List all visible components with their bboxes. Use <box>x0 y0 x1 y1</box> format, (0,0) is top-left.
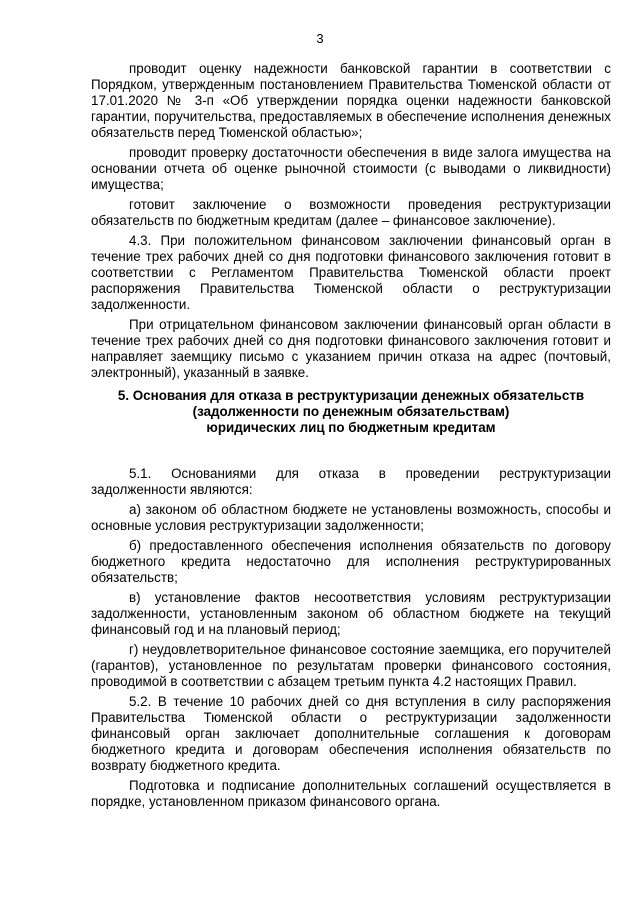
paragraph-5-2: 5.2. В течение 10 рабочих дней со дня вступления в силу распоряжения Правительства Тюменской области о реструктуризации задолженности финансовый орган заключает дополнительные соглашения к договорам бюджетного кредита и договорам обеспечения исполнения обязательств по возврату бюджетного кредита. <box>91 694 611 773</box>
paragraph-negative-conclusion: При отрицательном финансовом заключении финансовый орган области в течение трех рабочих дней со дня подготовки финансового заключения готовит и направляет заемщику письмо с указанием причин отказа на адрес (почтовый, электронный), указанный в заявке. <box>91 317 611 380</box>
paragraph-5-1-v: в) установление фактов несоответствия условиям реструктуризации задолженности, установленным законом об областном бюджете на текущий финансовый год и на плановый период; <box>91 590 611 637</box>
paragraph-4-3: 4.3. При положительном финансовом заключении финансовый орган в течение трех рабочих дней со дня подготовки финансового заключения готовит в соответствии с Регламентом Правительства Тюменской области проект распоряжения Правительства Тюменской области о реструктуризации задолженности. <box>91 233 611 312</box>
paragraph-financial-conclusion: готовит заключение о возможности проведения реструктуризации обязательств по бюджетным кредитам (далее – финансовое заключение). <box>91 197 611 228</box>
section-5-heading-line-2: (задолженности по денежным обязательствам) <box>192 404 510 419</box>
section-5-heading <box>91 388 611 436</box>
paragraph-5-1-b: б) предоставленного обеспечения исполнения обязательств по договору бюджетного кредита недостаточно для исполнения реструктурированных обязательств; <box>91 538 611 585</box>
paragraph-5-1-g: г) неудовлетворительное финансовое состояние заемщика, его поручителей (гарантов), установленное по результатам проверки финансового состояния, проводимой в соответствии с абзацем третьим пункта 4.2 настоящих Правил. <box>91 642 611 689</box>
paragraph-collateral-check: проводит проверку достаточности обеспечения в виде залога имущества на основании отчета об оценке рыночной стоимости (с выводами о ликвидности) имущества; <box>91 145 611 192</box>
paragraph-5-1: 5.1. Основаниями для отказа в проведении реструктуризации задолженности являются: <box>91 466 611 497</box>
paragraph-agreements: Подготовка и подписание дополнительных соглашений осуществляется в порядке, установленном приказом финансового органа. <box>91 778 611 809</box>
section-5-heading-line-3: юридических лиц по бюджетным кредитам <box>206 420 496 435</box>
paragraph-5-1-a: а) законом об областном бюджете не установлены возможность, способы и основные условия реструктуризации задолженности; <box>91 502 611 533</box>
paragraph-bank-guarantee: проводит оценку надежности банковской гарантии в соответствии с Порядком, утвержденным постановлением Правительства Тюменской области от 17.01.2020 № 3-п «Об утверждении порядка оценки надежности банковской гарантии, поручительства, предоставляемых в обеспечение исполнения денежных обязательств перед Тюменской областью»; <box>91 61 611 140</box>
page-number: 3 <box>316 31 324 46</box>
section-5-heading-line-1: 5. Основания для отказа в реструктуризации денежных обязательств <box>117 388 585 403</box>
document-body <box>91 61 611 814</box>
